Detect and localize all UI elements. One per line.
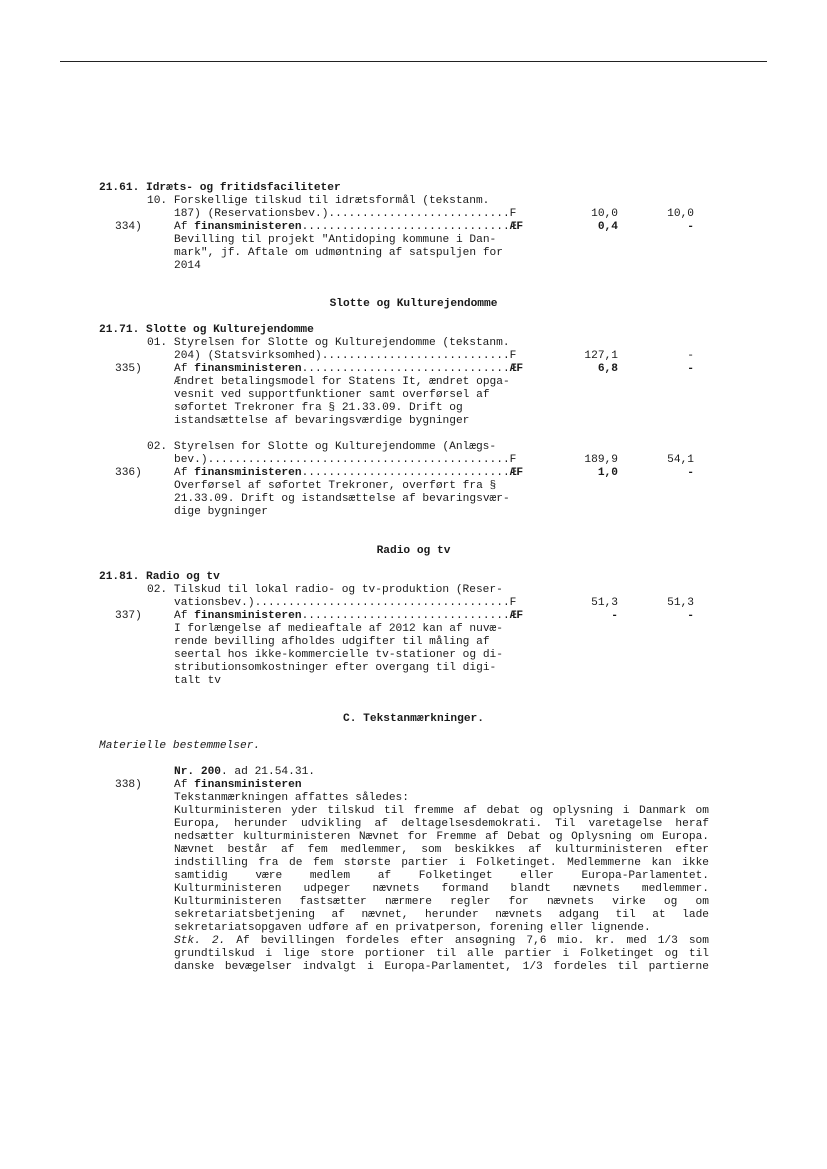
amendment-number-337: 337) — [115, 610, 142, 622]
amendment-338-para-line: samtidig være medlem af Folketinget eller Europa-Parlamentet. — [174, 870, 709, 882]
item-2171-01-value2: - — [687, 350, 694, 362]
amendment-number-335: 335) — [115, 363, 142, 375]
item-2171-02-value2: 54,1 — [667, 454, 694, 466]
amendment-335-desc: søfortet Trekroner fra § 21.33.09. Drift og — [174, 402, 463, 414]
amendment-337-desc: I forlængelse af medieaftale af 2012 kan af nuvæ- — [174, 623, 503, 635]
item-2161-10-value2: 10,0 — [667, 208, 694, 220]
item-2171-02-value1: 189,9 — [584, 454, 618, 466]
item-2171-01-line2: 204) (Statsvirksomhed)............................F — [174, 350, 517, 362]
amendment-number-336: 336) — [115, 467, 142, 479]
amendment-338-para-line: nedsætter kulturministeren Nævnet for Fremme af Debat og Oplysning om Europa. — [174, 831, 709, 843]
amendment-338-para-line: Europa, herunder udvikling af deltagelsesdemokrati. Til varetagelse heraf — [174, 818, 709, 830]
amendment-335-desc: vesnit ved supportfunktioner samt overførsel af — [174, 389, 490, 401]
amendment-337-desc: seertal hos ikke-kommercielle tv-stationer og di- — [174, 649, 503, 661]
amendment-336-desc: Overførsel af søfortet Trekroner, overført fra § — [174, 480, 497, 492]
group-heading-tekstanm: C. Tekstanmærkninger. — [343, 713, 484, 725]
amendment-338-para-line: Nævnet består af fem medlemmer, som beskikkes af kulturministeren efter — [174, 844, 709, 856]
amendment-335-value2: - — [687, 363, 694, 375]
materielle-label: Materielle bestemmelser. — [99, 740, 261, 752]
amendment-337-desc: talt tv — [174, 675, 221, 687]
amendment-334-line: Af finansministeren...............................ÆF — [174, 221, 524, 233]
amendment-334-value1: 0,4 — [597, 221, 618, 233]
amendment-336-value2: - — [687, 467, 694, 479]
amendment-338-para-line: sekretariatsbetjening af nævnet, herunder nævnets adgang til at lade — [174, 909, 709, 921]
amendment-336-value1: 1,0 — [597, 467, 618, 479]
item-2161-10-line2: 187) (Reservationsbev.)...........................F — [174, 208, 517, 220]
amendment-337-line: Af finansministeren...............................ÆF — [174, 610, 524, 622]
amendment-number-334: 334) — [115, 221, 142, 233]
amendment-number-338: 338) — [115, 779, 142, 791]
item-2171-01-line1: 01. Styrelsen for Slotte og Kulturejendomme (tekstanm. — [147, 337, 510, 349]
item-2181-02-value1: 51,3 — [591, 597, 618, 609]
item-2171-02-line1: 02. Styrelsen for Slotte og Kulturejendomme (Anlægs- — [147, 441, 497, 453]
item-2161-10-value1: 10,0 — [591, 208, 618, 220]
amendment-336-desc: 21.33.09. Drift og istandsættelse af bevaringsvær- — [174, 493, 510, 505]
stk-2-line: danske bevægelser indvalgt i Europa-Parlamentet, 1/3 fordeles til partierne — [174, 961, 709, 973]
amendment-336-line: Af finansministeren...............................ÆF — [174, 467, 524, 479]
item-2171-02-line2: bev.).............................................F — [174, 454, 517, 466]
item-2181-02-line1: 02. Tilskud til lokal radio- og tv-produktion (Reser- — [147, 584, 503, 596]
amendment-337-desc: stributionsomkostninger efter overgang til digi- — [174, 662, 497, 674]
amendment-337-desc: rende bevilling afholdes udgifter til måling af — [174, 636, 490, 648]
stk-2-line: grundtilskud i lige store portioner til alle partier i Folketinget og til — [174, 948, 709, 960]
amendment-335-desc: Ændret betalingsmodel for Statens It, ændret opga- — [174, 376, 510, 388]
section-heading-2181: 21.81. Radio og tv — [99, 571, 220, 583]
amendment-335-desc: istandsættelse af bevaringsværdige bygninger — [174, 415, 470, 427]
amendment-338-para-line: sekretariatsopgaven udføre af en privatperson, forening eller lignende. — [174, 922, 651, 934]
amendment-335-value1: 6,8 — [597, 363, 618, 375]
group-heading-slotte: Slotte og Kulturejendomme — [329, 298, 498, 310]
amendment-334-desc: mark", jf. Aftale om udmøntning af satspuljen for — [174, 247, 503, 259]
item-2171-01-value1: 127,1 — [584, 350, 618, 362]
section-heading-2161: 21.61. Idræts- og fritidsfaciliteter — [99, 182, 341, 194]
section-heading-2171: 21.71. Slotte og Kulturejendomme — [99, 324, 314, 336]
stk-2-line: Stk. 2. Af bevillingen fordeles efter ansøgning 7,6 mio. kr. med 1/3 som — [174, 935, 709, 947]
nr-200-line: Nr. 200. ad 21.54.31. — [174, 766, 315, 778]
amendment-338-para-line: Kulturministeren yder tilskud til fremme af debat og oplysning i Danmark om — [174, 805, 709, 817]
amendment-334-desc: 2014 — [174, 260, 201, 272]
amendment-338-para-line: Kulturministeren fastsætter nærmere regler for nævnets virke og om — [174, 896, 709, 908]
item-2181-02-value2: 51,3 — [667, 597, 694, 609]
amendment-334-desc: Bevilling til projekt "Antidoping kommune i Dan- — [174, 234, 497, 246]
amendment-335-line: Af finansministeren...............................ÆF — [174, 363, 524, 375]
amendment-338-line: Af finansministeren — [174, 779, 302, 791]
amendment-337-value1: - — [611, 610, 618, 622]
amendment-337-value2: - — [687, 610, 694, 622]
item-2161-10-line1: 10. Forskellige tilskud til idrætsformål (tekstanm. — [147, 195, 490, 207]
amendment-334-value2: - — [687, 221, 694, 233]
amendment-338-para-line: indstilling fra de fem største partier i Folketinget. Medlemmerne kan ikke — [174, 857, 709, 869]
amendment-338-intro: Tekstanmærkningen affattes således: — [174, 792, 409, 804]
amendment-336-desc: dige bygninger — [174, 506, 268, 518]
amendment-338-para-line: Kulturministeren udpeger nævnets formand blandt nævnets medlemmer. — [174, 883, 709, 895]
group-heading-radio: Radio og tv — [376, 545, 451, 557]
header-rule — [60, 61, 767, 62]
item-2181-02-line2: vationsbev.)......................................F — [174, 597, 517, 609]
